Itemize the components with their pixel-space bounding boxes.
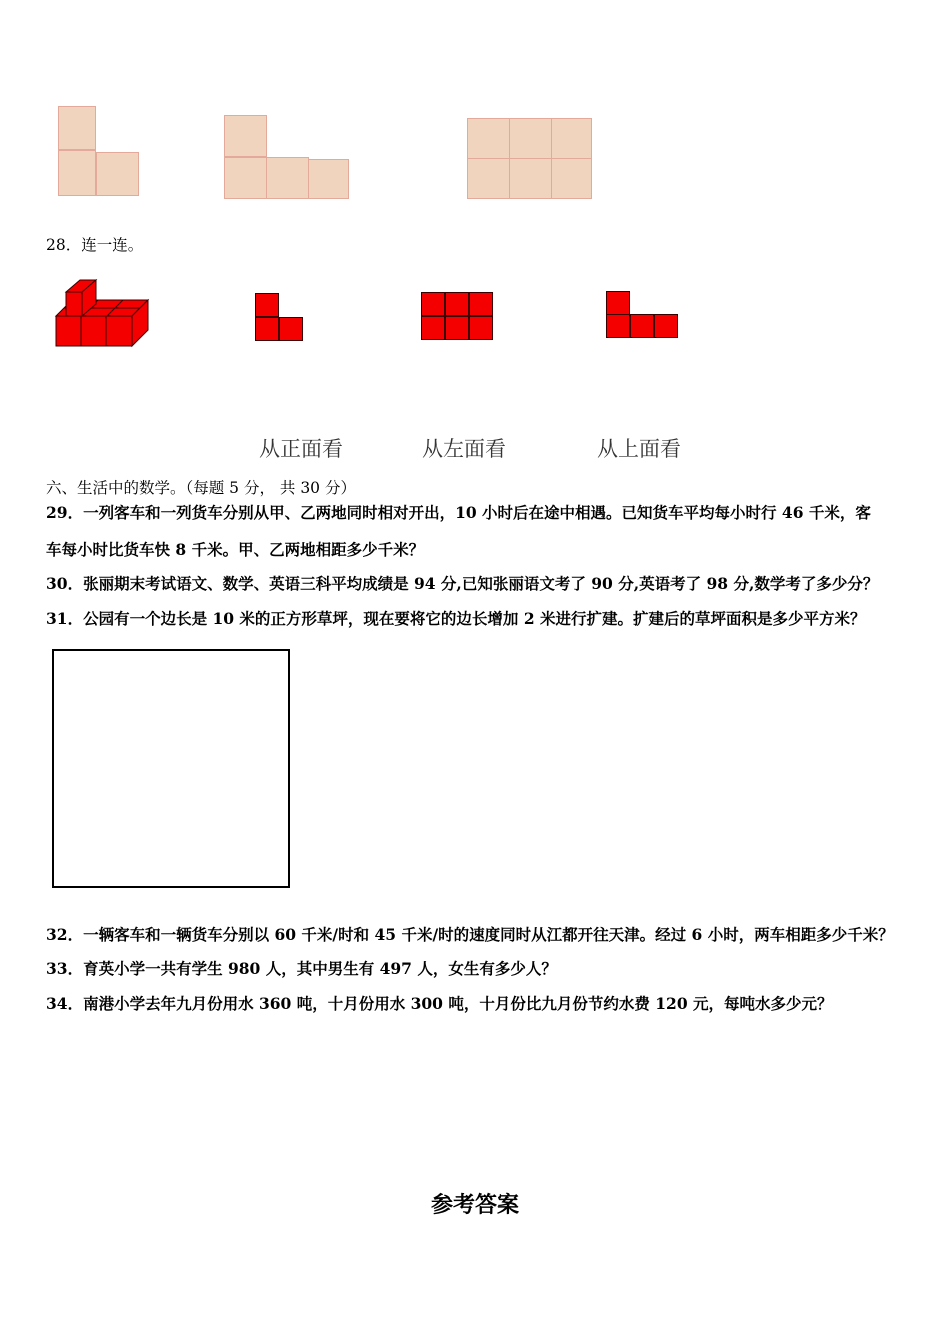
question-33: 33．育英小学一共有学生 980 人，其中男生有 497 人，女生有多少人？ xyxy=(46,959,557,978)
question-29-line2: 车每小时比货车快 8 千米。甲、乙两地相距多少千米？ xyxy=(46,540,425,559)
question-29-line1: 29．一列客车和一列货车分别从甲、乙两地同时相对开出，10 小时后在途中相遇。已知货车平均每小时行 46 千米，客 xyxy=(46,503,871,522)
question-28-title: 28．连一连。 xyxy=(46,236,144,254)
answers-heading: 参考答案 xyxy=(430,1192,519,1218)
question-30: 30．张丽期末考试语文、数学、英语三科平均成绩是 94 分,已知张丽语文考了 90 分,英语考了 98 分,数学考了多少分？ xyxy=(46,574,879,593)
question-34: 34．南港小学去年九月份用水 360 吨，十月份用水 300 吨，十月份比九月份节约水费 120 元，每吨水多少元？ xyxy=(46,994,833,1013)
label-left-view: 从左面看 xyxy=(422,437,506,461)
question-32: 32．一辆客车和一辆货车分别以 60 千米/时和 45 千米/时的速度同时从江都开往天津。经过 6 小时，两车相距多少千米？ xyxy=(46,925,894,944)
cube-solid-3d xyxy=(52,278,152,352)
square-lawn-figure xyxy=(52,649,290,888)
label-top-view: 从上面看 xyxy=(597,437,681,461)
section-6-heading: 六、生活中的数学。（每题 5 分， 共 30 分） xyxy=(46,479,356,497)
question-31: 31．公园有一个边长是 10 米的正方形草坪，现在要将它的边长增加 2 米进行扩建。扩建后的草坪面积是多少平方米？ xyxy=(46,609,866,628)
label-front-view: 从正面看 xyxy=(259,437,343,461)
